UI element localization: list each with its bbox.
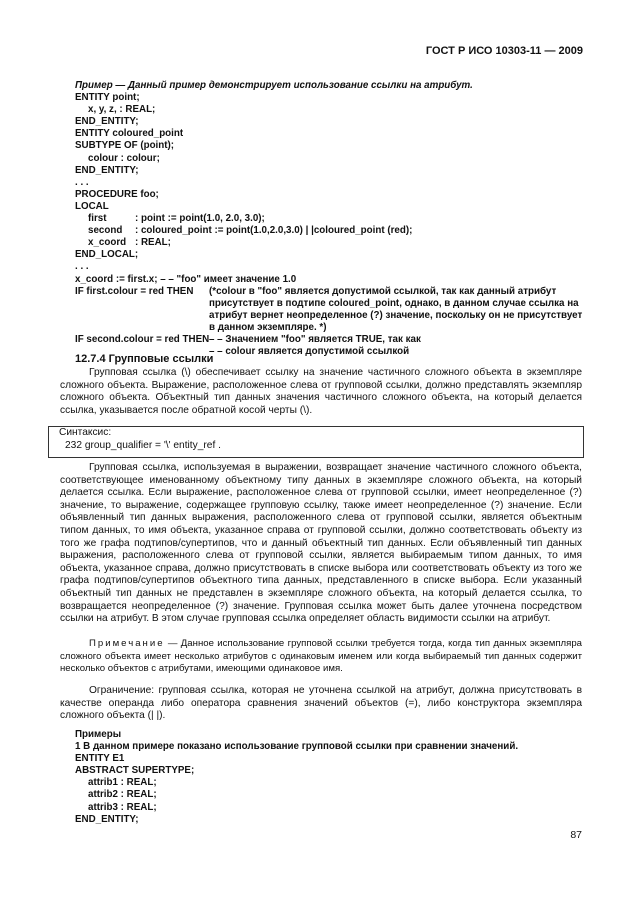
paragraph-intro [60, 367, 582, 417]
local-var [75, 213, 595, 225]
local-var [75, 237, 595, 249]
code-line: END_ENTITY; [75, 813, 139, 825]
code-block-attribute-ref [75, 80, 595, 358]
note-text [60, 638, 582, 676]
var-decl: : coloured_point := point(1.0,2.0,3.0) | |coloured_point (red); [135, 225, 413, 237]
code-line: LOCAL [75, 200, 109, 212]
comment-line: в данном экземпляре. *) [209, 321, 327, 333]
var-name: x_coord [88, 237, 127, 249]
paragraph-body [60, 462, 582, 626]
note-label: Примечание [89, 638, 165, 649]
code-line: x, y, z, : REAL; [88, 104, 156, 116]
if-condition: IF first.colour = red THEN [75, 285, 194, 297]
if-comment [209, 286, 582, 334]
if-statement-1 [75, 286, 595, 334]
paragraph-text: Групповая ссылка, используемая в выражении, возвращает значение частичного сложного объекта, соответствующее именованному объектному типу данных в экземпляре сложного объекта, на который делается ссылка. Если выражение, расположенное слева от групповой ссылки, имеет неопределенное (?) значение, то выражение, содержащее групповую ссылку, также имеет неопределенное (?) значение. Если объявленный тип данных выражения, расположенного слева от групповой ссылки, является объектным типом данных, то имя объекта, указанное справа от групповой ссылки, должно соответствовать объекту из того же графа подтипов/супертипов, что и данный объектный тип данных. Если объявленный тип данных выражения, расположенного слева от групповой ссылки, является выбираемым типом данных, то имя объекта, указанное справа, должно присутствовать в списке выбора или соответствовать объекту из того же графа подтипов/супертипов объектного типа данных, представленного в списке выбора. Если указанный объектный тип данных не представлен в экземпляре сложного объекта, на который делается ссылка, то возвращается неопределенное (?) значение. Групповая ссылка может быть далее уточнена посредством ссылки на атрибут. В этом случае групповая ссылка определяет область видимости ссылки на атрибут. [60, 462, 582, 625]
code-line: . . . [75, 261, 89, 273]
code-line: ENTITY coloured_point [75, 128, 184, 140]
comment-line: присутствует в подтипе coloured_point, однако, в данном случае ссылка на [209, 297, 579, 309]
comment-line: – – Значением "foo" является TRUE, так как [209, 333, 421, 345]
note-block [60, 638, 582, 676]
var-decl: : REAL; [135, 237, 171, 249]
code-line: END_ENTITY; [75, 116, 139, 128]
var-decl: : point := point(1.0, 2.0, 3.0); [135, 213, 265, 225]
code-line: . . . [75, 176, 89, 188]
page-number: 87 [570, 829, 582, 841]
examples-block [75, 729, 518, 826]
example-caption: 1 В данном примере показано использование групповой ссылки при сравнении значений. [75, 741, 519, 753]
syntax-box [48, 426, 584, 458]
examples-title: Примеры [75, 729, 122, 740]
comment-line: – – colour является допустимой ссылкой [209, 346, 410, 358]
syntax-rule: 232 group_qualifier = '\' entity_ref . [65, 439, 221, 451]
code-line: ENTITY point; [75, 92, 140, 104]
code-line: END_ENTITY; [75, 164, 139, 176]
note-body: — Данное использование групповой ссылки требуется тогда, когда тип данных экземпляра сложного объекта имеет несколько атрибутов с одинаковым именем или когда выбираемый тип данных содержит несколько объектов с атрибутами, имеющими одинаковое имя. [60, 638, 582, 675]
code-line: ENTITY E1 [75, 753, 125, 765]
paragraph-text: Групповая ссылка (\) обеспечивает ссылку на значение частичного сложного объекта в экземпляре сложного объекта. Выражение, расположенное слева от групповой ссылки, должно представлять экземпляр сложного объекта. Объектный тип данных значения частичного сложного объекта, на который делается ссылка, указывается после обратной косой черты (\). [60, 367, 582, 416]
code-line: END_LOCAL; [75, 249, 139, 261]
comment-line: атрибут вернет неопределенное (?) значение, поскольку он не присутствует [209, 309, 583, 321]
code-line: SUBTYPE OF (point); [75, 140, 175, 152]
local-var [75, 225, 595, 237]
code-line: PROCEDURE foo; [75, 188, 159, 200]
code-line: attrib2 : REAL; [88, 789, 157, 801]
code-line: ABSTRACT SUPERTYPE; [75, 765, 195, 777]
standard-header: ГОСТ Р ИСО 10303-11 — 2009 [425, 45, 583, 57]
if-condition: IF second.colour = red THEN [75, 333, 210, 345]
code-line: colour : colour; [88, 152, 160, 164]
paragraph-restriction [60, 685, 582, 723]
code-line: x_coord := first.x; – – "foo" имеет значение 1.0 [75, 273, 297, 285]
comment-line: (*colour в "foo" является допустимой ссылкой, так как данный атрибут [209, 285, 557, 297]
section-title: 12.7.4 Групповые ссылки [75, 353, 214, 365]
syntax-label: Синтаксис: [59, 427, 112, 438]
code-line: attrib3 : REAL; [88, 801, 157, 813]
example-intro: Пример — Данный пример демонстрирует использование ссылки на атрибут. [75, 80, 473, 91]
if-comment [209, 334, 421, 358]
code-line: attrib1 : REAL; [88, 777, 157, 789]
var-name: second [88, 225, 123, 237]
var-name: first [88, 213, 107, 225]
paragraph-text: Ограничение: групповая ссылка, которая не уточнена ссылкой на атрибут, должна присутствовать в качестве операнда либо оператора сравнения значений объектов (=), либо конструктора экземпляра сложного объекта (| |). [60, 685, 582, 722]
